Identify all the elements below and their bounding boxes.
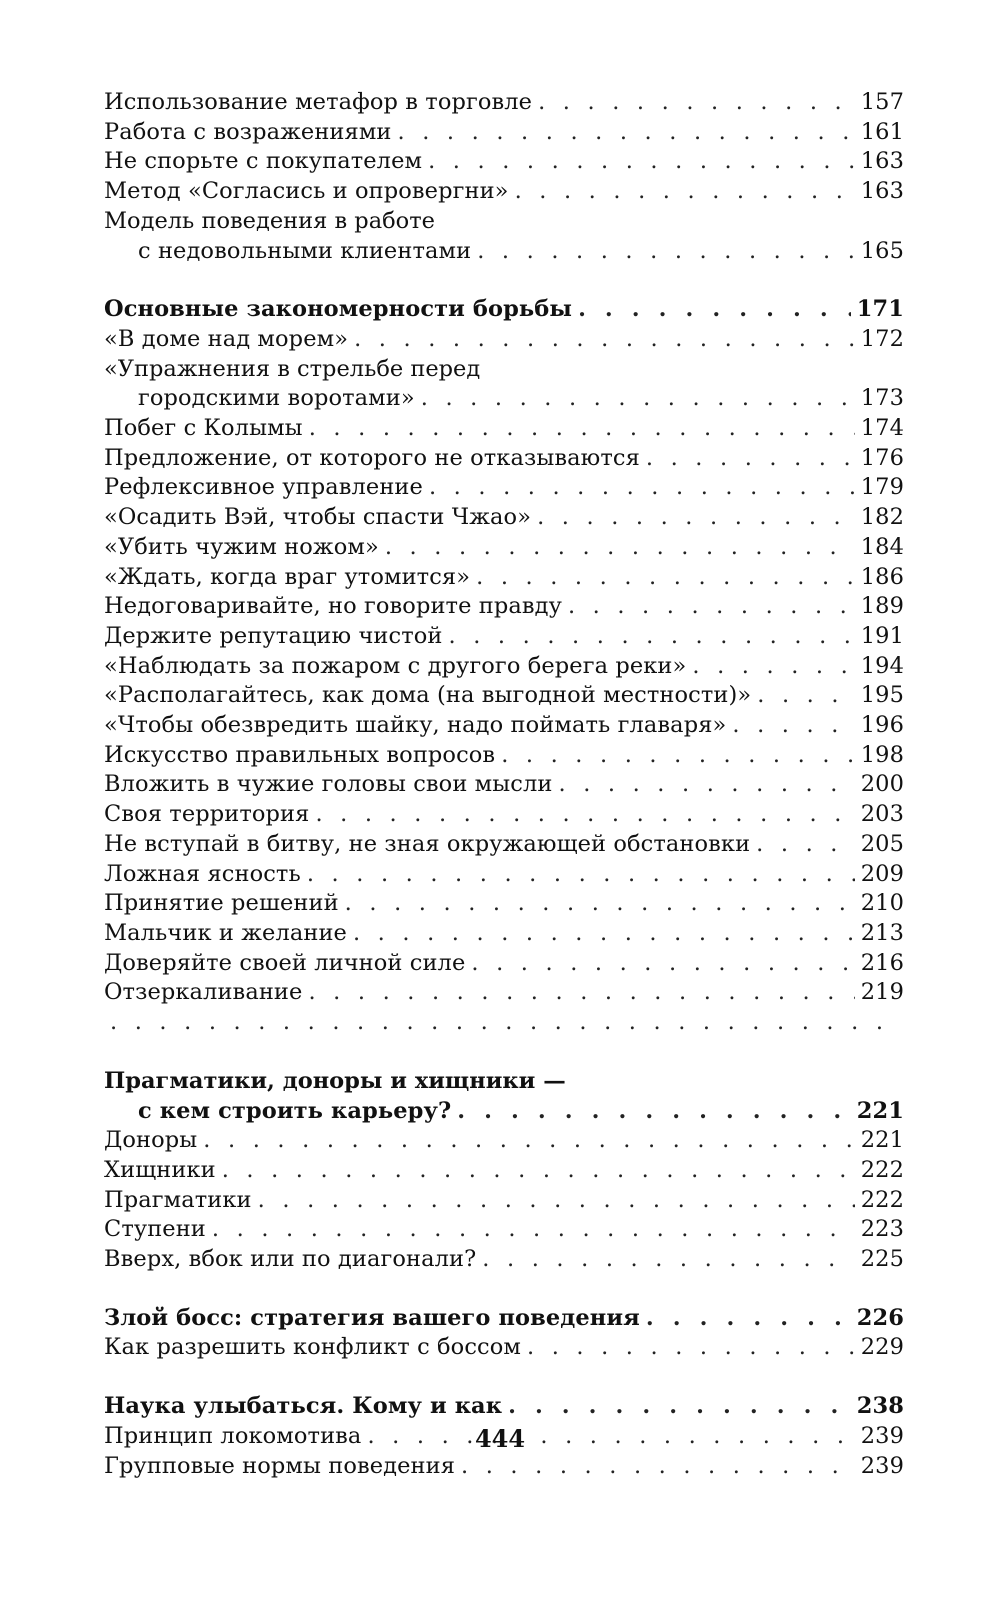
toc-entry [104,384,904,414]
dot-leader [578,295,851,325]
dot-leader [692,652,854,682]
dot-leader [527,1333,855,1363]
toc-entry-page: 223 [860,1216,904,1243]
toc-entry-title: Как разрешить конфликт с боссом [104,1334,521,1361]
toc-entry [104,1215,904,1245]
toc-entry-page: 186 [860,563,904,590]
toc-entry-title: Принятие решений [104,890,339,917]
toc-entry-title-line2: городскими воротами» [138,385,415,412]
dot-leader [537,503,855,533]
dot-leader [258,1186,855,1216]
toc-entry [104,1452,904,1482]
toc-entry-page: 163 [860,178,904,205]
dot-leader [428,147,855,177]
toc-entry-page: 222 [860,1156,904,1183]
dot-leader [385,533,855,563]
toc-entry-title: Метод «Согласись и опровергни» [104,178,509,205]
toc-entry [104,830,904,860]
toc-entry [104,1126,904,1156]
toc-entry [104,503,904,533]
toc-entry-title: Ступени [104,1216,206,1243]
toc-entry-title: «Осадить Вэй, чтобы спасти Чжао» [104,504,532,531]
toc-entry-page: 195 [860,682,904,709]
toc-entry-title: «В доме над морем» [104,325,349,352]
toc-entry-title: Групповые нормы поведения [104,1452,456,1479]
toc-entry [104,1186,904,1216]
toc-entry [104,1333,904,1363]
toc-entry-page: 200 [860,771,904,798]
toc-section-career [104,1067,904,1275]
toc-section-boss [104,1304,904,1363]
toc-entry [104,592,904,622]
toc-entry-title: Мальчик и желание [104,919,347,946]
toc-entry [104,652,904,682]
dot-leader [756,830,855,860]
toc-entry-page: 213 [860,919,904,946]
toc-entry-page: 157 [860,89,904,115]
toc-section-sales [104,88,904,266]
toc-entry [104,860,904,890]
dot-leader [222,1156,855,1186]
toc-entry-title: Работа с возражениями [104,118,392,145]
toc-entry-page: 172 [860,325,904,352]
toc-entry [104,949,904,979]
toc-entry-title: «Убить чужим ножом» [104,533,379,560]
toc-entry [104,1245,904,1275]
toc-entry-title: Ложная ясность [104,860,301,887]
toc-chapter-page: 226 [856,1304,904,1331]
dot-leader [307,860,855,890]
toc-entry-title: Держите репутацию чистой [104,622,443,649]
toc-entry-title: Отзеркаливание [104,979,303,1006]
toc-chapter-title-line2: с кем строить карьеру? [138,1097,452,1124]
toc-entry [104,1156,904,1186]
toc-chapter-title-line1: Прагматики, доноры и хищники — [104,1067,566,1094]
dot-leader [353,919,855,949]
page-number: 444 [474,1424,526,1453]
toc-entry [104,919,904,949]
dot-leader [508,1392,851,1422]
toc-chapter-page: 238 [856,1393,904,1420]
toc-entry [104,473,904,503]
toc-entry-page: 184 [860,533,904,560]
toc-entry-title: Доверяйте своей личной силе [104,949,466,976]
toc-entry-page: 165 [860,237,904,264]
toc-entry-page: 194 [860,652,904,679]
dot-leader [203,1126,854,1156]
dot-leader [421,384,855,414]
toc-entry [104,681,904,711]
toc-entry-page: 210 [860,890,904,917]
toc-entry-title: Вложить в чужие головы свои мысли [104,771,553,798]
dot-leader [110,1008,898,1038]
toc-entry-page: 191 [860,622,904,649]
toc-entry [104,147,904,177]
dot-leader [646,444,855,474]
toc-entry-page: 174 [860,415,904,442]
toc-chapter-title: Злой босс: стратегия вашего поведения [104,1304,640,1331]
toc-chapter-heading [104,295,904,325]
toc-entry-title: «Наблюдать за пожаром с другого берега реки» [104,652,687,679]
toc-chapter-heading [104,1097,904,1127]
toc-entry-title-line1: «Упражнения в стрельбе перед [104,355,481,382]
toc-entry [104,622,904,652]
toc-entry-title: Искусство правильных вопросов [104,741,496,768]
toc-entry [104,118,904,148]
toc-entry [104,978,904,1008]
toc-entry-title: «Ждать, когда враг утомится» [104,563,471,590]
dot-leader [315,800,854,830]
toc-entry-page: 229 [860,1334,904,1361]
toc-chapter-page: 171 [856,296,904,323]
dot-leader [538,88,855,118]
dot-leader [461,1452,855,1482]
dot-leader [449,622,855,652]
dot-leader [477,237,855,267]
toc-entry-page: 225 [860,1246,904,1273]
toc-chapter-title: Основные закономерности борьбы [104,296,573,323]
toc-entry [104,533,904,563]
dot-leader [501,741,855,771]
table-of-contents [104,88,904,1481]
dot-leader [471,949,854,979]
dot-leader [212,1215,855,1245]
toc-entry-page: 189 [860,593,904,620]
dot-leader [354,325,855,355]
toc-entry-page: 239 [860,1452,904,1479]
dot-leader [732,711,854,741]
toc-entry-page: 203 [860,801,904,828]
toc-entry-page: 198 [860,741,904,768]
toc-entry [104,177,904,207]
dot-leader [308,978,854,1008]
dot-leader [476,563,855,593]
dot-leader [558,770,854,800]
dot-leader [646,1304,851,1334]
toc-entry-page: 219 [860,979,904,1006]
toc-entry-title-line2: с недовольными клиентами [138,237,472,264]
toc-entry [104,414,904,444]
toc-chapter-title: Наука улыбаться. Кому и как [104,1393,503,1420]
toc-entry [104,741,904,771]
toc-entry-title: Не вступай в битву, не зная окружающей обстановки [104,830,751,857]
toc-entry-page: 179 [860,474,904,501]
dot-leader [398,118,855,148]
toc-entry-title: Недоговаривайте, но говорите правду [104,593,562,620]
toc-entry [104,563,904,593]
toc-entry-title: Принцип локомотива [104,1422,362,1449]
toc-entry [104,444,904,474]
toc-entry-page: 161 [860,118,904,145]
toc-entry-page: 173 [860,385,904,412]
toc-entry-title-line1: Модель поведения в работе [104,207,435,234]
toc-entry [104,325,904,355]
toc-entry-title: Предложение, от которого не отказываются [104,444,640,471]
dot-leader [757,681,855,711]
dot-leader [345,889,855,919]
toc-entry [104,770,904,800]
dot-leader [429,473,855,503]
toc-entry-title: Не спорьте с покупателем [104,148,423,175]
toc-entry-page: 221 [860,1127,904,1154]
toc-entry-page: 196 [860,712,904,739]
toc-entry-title: Доноры [104,1127,198,1154]
toc-entry [104,711,904,741]
toc-entry-title: Прагматики [104,1186,252,1213]
toc-entry-page: 216 [860,949,904,976]
toc-entry-page: 239 [860,1422,904,1449]
toc-entry-title: Хищники [104,1156,216,1183]
toc-chapter-page: 221 [856,1097,904,1124]
dot-leader [515,177,855,207]
toc-chapter-heading [104,1392,904,1422]
dot-leader [309,414,855,444]
toc-entry-title: Вверх, вбок или по диагонали? [104,1246,477,1273]
toc-entry-page: 182 [860,504,904,531]
toc-entry-page: 222 [860,1186,904,1213]
toc-entry-title: Рефлексивное управление [104,474,423,501]
toc-section-struggle [104,295,904,1038]
toc-entry-title: «Чтобы обезвредить шайку, надо поймать главаря» [104,712,727,739]
toc-entry-title: Использование метафор в торговле [104,89,533,115]
toc-entry [104,889,904,919]
toc-entry [104,88,904,118]
toc-entry-title: Своя территория [104,801,310,828]
toc-entry [104,237,904,267]
toc-entry-page: 205 [860,830,904,857]
toc-entry-page: 163 [860,148,904,175]
toc-chapter-heading [104,1304,904,1334]
toc-entry [104,800,904,830]
toc-entry-title: «Располагайтесь, как дома (на выгодной местности)» [104,682,752,709]
dot-leader [457,1097,850,1127]
toc-entry-page: 176 [860,444,904,471]
toc-entry-title: Побег с Колымы [104,415,303,442]
toc-entry [104,1008,904,1038]
dot-leader [482,1245,854,1275]
dot-leader [568,592,855,622]
toc-entry-page: 209 [860,860,904,887]
